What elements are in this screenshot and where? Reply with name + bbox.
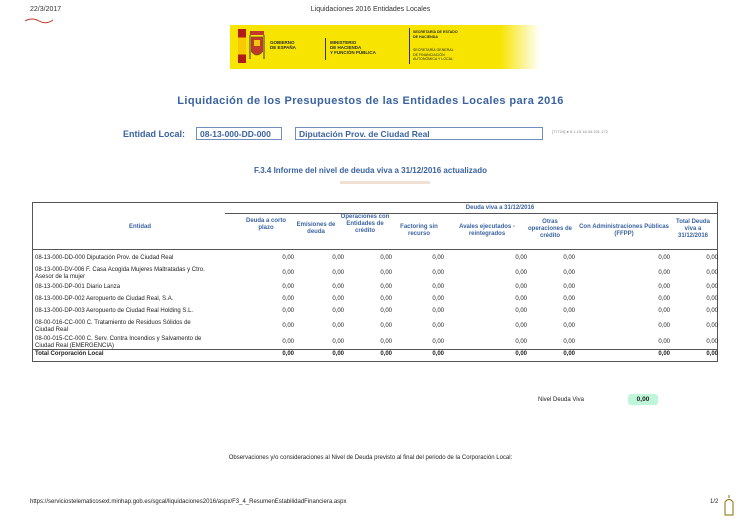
row-value: 0,00: [380, 308, 392, 314]
row-value: 0,00: [432, 255, 444, 261]
row-value: 0,00: [515, 270, 527, 276]
entidad-name-field: Diputación Prov. de Ciudad Real: [295, 127, 543, 140]
subsecretaria-line-3: AUTONÓMICA Y LOCAL: [413, 57, 454, 61]
row-value: 0,00: [563, 270, 575, 276]
row-value: 0,00: [515, 323, 527, 329]
secretaria-text: [413, 30, 458, 39]
row-value: 0,00: [432, 284, 444, 290]
row-value: 0,00: [332, 308, 344, 314]
col-operaciones: Operaciones con Entidades de crédito: [340, 214, 390, 234]
row-value: 0,00: [563, 255, 575, 261]
row-value: 0,00: [282, 255, 294, 261]
row-value: 0,00: [706, 255, 718, 261]
row-value: 0,00: [658, 339, 670, 345]
row-entidad: Asesor de la mujer: [35, 274, 86, 280]
row-value: 0,00: [515, 339, 527, 345]
row-value: 0,00: [282, 284, 294, 290]
col-otras: Otras operaciones de crédito: [528, 219, 573, 239]
row-value: 0,00: [515, 308, 527, 314]
row-entidad: 08-13-000-DP-001 Diario Lanza: [35, 284, 121, 290]
subsecretaria-line-1: SECRETARÍA GENERAL: [413, 48, 454, 52]
row-value: 0,00: [282, 270, 294, 276]
col-emisiones: Emisiones de deuda: [296, 222, 336, 235]
logo-separator-2: [409, 28, 410, 64]
total-value: 0,00: [658, 351, 670, 357]
row-value: 0,00: [563, 296, 575, 302]
row-entidad: 08-13-000-DP-002 Aeropuerto de Ciudad Real, S.A.: [35, 296, 174, 302]
nivel-deuda-label: Nivel Deuda Viva: [538, 397, 584, 403]
observaciones-text: Observaciones y/o consideraciones al Nivel de Deuda previsto al final del periodo de la Corporación Local:: [228, 455, 513, 461]
row-value: 0,00: [282, 323, 294, 329]
corner-mark-icon: [722, 494, 736, 516]
row-value: 0,00: [515, 296, 527, 302]
row-value: 0,00: [282, 308, 294, 314]
page-title: Liquidación de los Presupuestos de las Entidades Locales para 2016: [177, 95, 564, 107]
secretaria-line-2: DE HACIENDA: [413, 34, 438, 39]
gobierno-line-1: GOBIERNO: [270, 40, 295, 45]
ministerio-line-2: DE HACIENDA: [330, 45, 362, 50]
row-value: 0,00: [432, 308, 444, 314]
row-value: 0,00: [332, 323, 344, 329]
row-value: 0,00: [332, 270, 344, 276]
row-entidad: 08-00-015-CC-000 C. Serv. Contra Incendios y Salvamento de: [35, 336, 202, 342]
handwritten-scribble: [24, 16, 54, 24]
total-line: [32, 349, 718, 350]
col-factoring: Factoring sin recurso: [400, 224, 438, 237]
row-value: 0,00: [658, 323, 670, 329]
row-value: 0,00: [706, 284, 718, 290]
col-administraciones: Con Administraciones Públicas (FFPP): [579, 224, 669, 237]
row-value: 0,00: [432, 270, 444, 276]
row-value: 0,00: [432, 296, 444, 302]
row-value: 0,00: [706, 270, 718, 276]
col-corto-plazo: Deuda a corto plazo: [245, 218, 286, 231]
nivel-deuda-value: 0,00: [628, 394, 658, 405]
row-value: 0,00: [706, 323, 718, 329]
row-value: 0,00: [658, 270, 670, 276]
row-value: 0,00: [706, 339, 718, 345]
row-value: 0,00: [658, 284, 670, 290]
row-value: 0,00: [515, 255, 527, 261]
row-entidad: Ciudad Real (EMERGENCIA): [35, 343, 115, 349]
row-value: 0,00: [563, 308, 575, 314]
row-value: 0,00: [658, 308, 670, 314]
logo-fade: [500, 25, 540, 69]
total-value: 0,00: [563, 351, 575, 357]
row-value: 0,00: [515, 284, 527, 290]
ministerio-text: [330, 40, 376, 55]
page-number: 1/2: [710, 499, 719, 505]
col-total: Total Deuda viva a 31/12/2016: [676, 219, 710, 239]
row-value: 0,00: [380, 284, 392, 290]
row-entidad: 08-00-016-CC-000 C. Tratamiento de Residuos Sólidos de: [35, 320, 191, 326]
row-value: 0,00: [563, 284, 575, 290]
header-bottom-line: [32, 249, 718, 250]
row-value: 0,00: [380, 339, 392, 345]
total-value: 0,00: [380, 351, 392, 357]
row-value: 0,00: [332, 339, 344, 345]
ministerio-line-3: Y FUNCIÓN PÚBLICA: [330, 50, 376, 55]
row-value: 0,00: [380, 323, 392, 329]
row-value: 0,00: [706, 308, 718, 314]
report-title-highlight: [340, 181, 430, 184]
row-value: 0,00: [380, 296, 392, 302]
row-value: 0,00: [380, 255, 392, 261]
total-value: 0,00: [332, 351, 344, 357]
row-value: 0,00: [563, 339, 575, 345]
row-value: 0,00: [332, 284, 344, 290]
gobierno-text: [270, 40, 296, 50]
col-entidad: Entidad: [129, 224, 151, 230]
total-value: 0,00: [515, 351, 527, 357]
row-entidad: 08-13-000-DP-003 Aeropuerto de Ciudad Real Holding S.L.: [35, 308, 194, 314]
entidad-label: Entidad Local:: [123, 129, 186, 139]
coat-of-arms-icon: [248, 27, 266, 65]
row-value: 0,00: [332, 255, 344, 261]
row-entidad: 08-13-000-DV-006 F. Casa Acogida Mujeres Maltratadas y Ctro.: [35, 267, 205, 273]
subsecretaria-line-2: DE FINANCIACIÓN: [413, 52, 445, 57]
row-value: 0,00: [658, 255, 670, 261]
report-title: F.3.4 Informe del nivel de deuda viva a 31/12/2016 actualizado: [254, 166, 487, 175]
spain-flag-icon: [238, 29, 246, 63]
total-label: Total Corporación Local: [35, 351, 104, 357]
logo-separator: [325, 38, 326, 60]
total-value: 0,00: [706, 351, 718, 357]
secretaria-line-1: SECRETARÍA DE ESTADO: [413, 30, 458, 34]
row-value: 0,00: [432, 323, 444, 329]
row-entidad: Ciudad Real: [35, 327, 69, 333]
group-header: Deuda viva a 31/12/2016: [465, 205, 535, 211]
row-entidad: 08-13-000-DD-000 Diputación Prov. de Ciudad Real: [35, 255, 174, 261]
gobierno-line-2: DE ESPAÑA: [270, 45, 296, 50]
ministerio-line-1: MINISTERIO: [330, 40, 357, 45]
row-value: 0,00: [282, 296, 294, 302]
document-title: Liquidaciones 2016 Entidades Locales: [310, 6, 431, 13]
entidad-reference: [77724] ● 8.1.15.16.34.201.172: [552, 129, 608, 134]
row-value: 0,00: [706, 296, 718, 302]
total-value: 0,00: [282, 351, 294, 357]
col-avales: Avales ejecutados - reintegrados: [459, 224, 515, 237]
row-value: 0,00: [658, 296, 670, 302]
row-value: 0,00: [332, 296, 344, 302]
entidad-code-field: 08-13-000-DD-000: [196, 127, 282, 140]
row-value: 0,00: [380, 270, 392, 276]
row-value: 0,00: [432, 339, 444, 345]
footer-url: https://serviciostelematicosext.minhap.gob.es/sgcal/liquidaciones2016/aspx/F3_4_ResumenEstabilidadFinanciera.aspx: [30, 499, 347, 505]
total-value: 0,00: [432, 351, 444, 357]
print-date: 22/3/2017: [30, 6, 62, 13]
row-value: 0,00: [563, 323, 575, 329]
group-header-line: [225, 213, 718, 214]
row-value: 0,00: [282, 339, 294, 345]
subsecretaria-text: [413, 48, 454, 62]
